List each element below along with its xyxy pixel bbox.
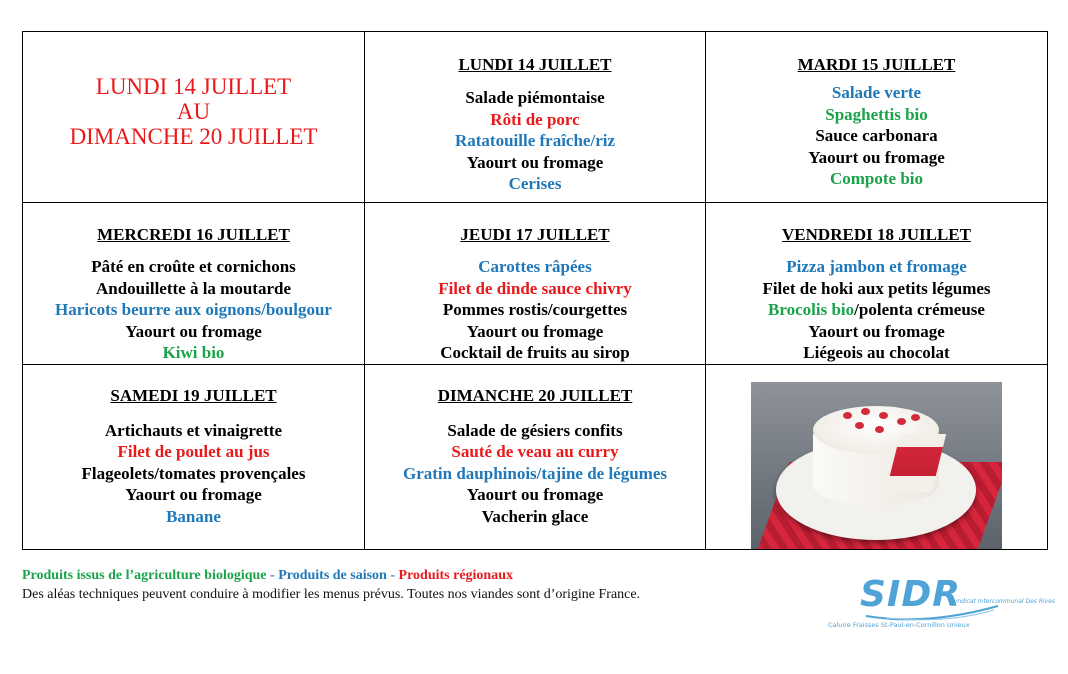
dish: Spaghettis bio [825, 104, 928, 124]
day-cell-samedi [23, 364, 365, 549]
disclaimer-note: Des aléas techniques peuvent conduire à modifier les menus prévus. Toutes nos viandes sont d’origine France. [22, 587, 641, 602]
week-title-line1: LUNDI 14 JUILLET [95, 74, 292, 99]
dish: Yaourt ou fromage [466, 321, 604, 341]
dish: Sauce carbonara [815, 126, 938, 145]
dish: Haricots beurre aux oignons/boulgour [55, 300, 332, 319]
dish: Cocktail de fruits au sirop [440, 343, 630, 362]
dish: Carottes râpées [478, 257, 592, 276]
legend-separator: - [266, 568, 279, 583]
day-cell-jeudi [365, 203, 706, 365]
day-title: LUNDI 14 JUILLET [458, 55, 612, 74]
dish: Pizza jambon et fromage [786, 257, 967, 276]
dish: Gratin dauphinois/tajine de légumes [402, 463, 667, 483]
week-title-cell [23, 32, 365, 203]
day-cell-vendredi [706, 203, 1048, 365]
dish: Yaourt ou fromage [125, 321, 262, 341]
legend-bio: Produits issus de l’agriculture biologique [22, 568, 267, 583]
dish-bio-part: Brocolis bio [768, 300, 855, 319]
legend-saison: Produits de saison [278, 568, 387, 583]
dish: Compote bio [829, 169, 924, 188]
dish: Salade de gésiers confits [447, 420, 623, 440]
dish-regular-part: /polenta crémeuse [854, 300, 985, 319]
dish: Flageolets/tomates provençales [81, 463, 306, 483]
day-title: MARDI 15 JUILLET [797, 55, 956, 74]
day-cell-mercredi [23, 203, 365, 365]
dish: Salade verte [831, 83, 922, 102]
week-title [23, 74, 364, 149]
legend-regionaux: Produits régionaux [398, 568, 514, 583]
vacherin-cake-photo [751, 382, 1002, 549]
dish: Filet de hoki aux petits légumes [762, 278, 991, 298]
day-cell-mardi [706, 32, 1048, 203]
day-cell-lundi [365, 32, 706, 203]
dish: Salade piémontaise [465, 88, 605, 107]
day-cell-dimanche [365, 364, 706, 549]
day-title: MERCREDI 16 JUILLET [97, 225, 290, 244]
dish: Artichauts et vinaigrette [104, 420, 283, 440]
dish: Filet de poulet au jus [117, 442, 270, 461]
dish: Vacherin glace [481, 506, 589, 526]
dish: Pâté en croûte et cornichons [91, 257, 296, 276]
day-title: VENDREDI 18 JUILLET [782, 225, 971, 244]
dish: Yaourt ou fromage [125, 485, 262, 504]
menu-table [22, 31, 1048, 550]
dish: Kiwi bio [162, 343, 225, 362]
week-title-line2: AU [176, 99, 211, 124]
day-title: JEUDI 17 JUILLET [460, 225, 610, 244]
dish: Liégeois au chocolat [803, 343, 950, 362]
day-title: SAMEDI 19 JUILLET [110, 385, 277, 405]
day-title: DIMANCHE 20 JUILLET [437, 385, 633, 405]
dish: Ratatouille fraîche/riz [454, 131, 616, 150]
logo-word: SIDR [860, 574, 961, 615]
week-title-line3: DIMANCHE 20 JUILLET [69, 124, 318, 149]
dish: Yaourt ou fromage [466, 485, 604, 504]
legend-separator: - [386, 568, 399, 583]
sidr-logo [826, 574, 1056, 634]
dish: Pommes rostis/courgettes [442, 300, 628, 319]
dish: Yaourt ou fromage [808, 321, 945, 341]
dish: Filet de dinde sauce chivry [438, 278, 632, 298]
dish: Rôti de porc [490, 109, 580, 129]
dish: Cerises [508, 174, 562, 193]
dish: Yaourt ou fromage [808, 147, 945, 167]
logo-subtitle: Syndicat Intercommunal Des Rives [950, 598, 1056, 605]
photo-cell [706, 364, 1048, 549]
dish: Banane [166, 506, 221, 526]
dish: Andouillette à la moutarde [95, 278, 292, 298]
dish: Sauté de veau au curry [451, 442, 619, 461]
logo-communes: Caluire Fraisses St-Paul-en-Cornillon Unieux [828, 621, 970, 629]
dish-mixed [706, 299, 1047, 321]
dish: Yaourt ou fromage [466, 152, 604, 172]
legend [22, 567, 513, 585]
